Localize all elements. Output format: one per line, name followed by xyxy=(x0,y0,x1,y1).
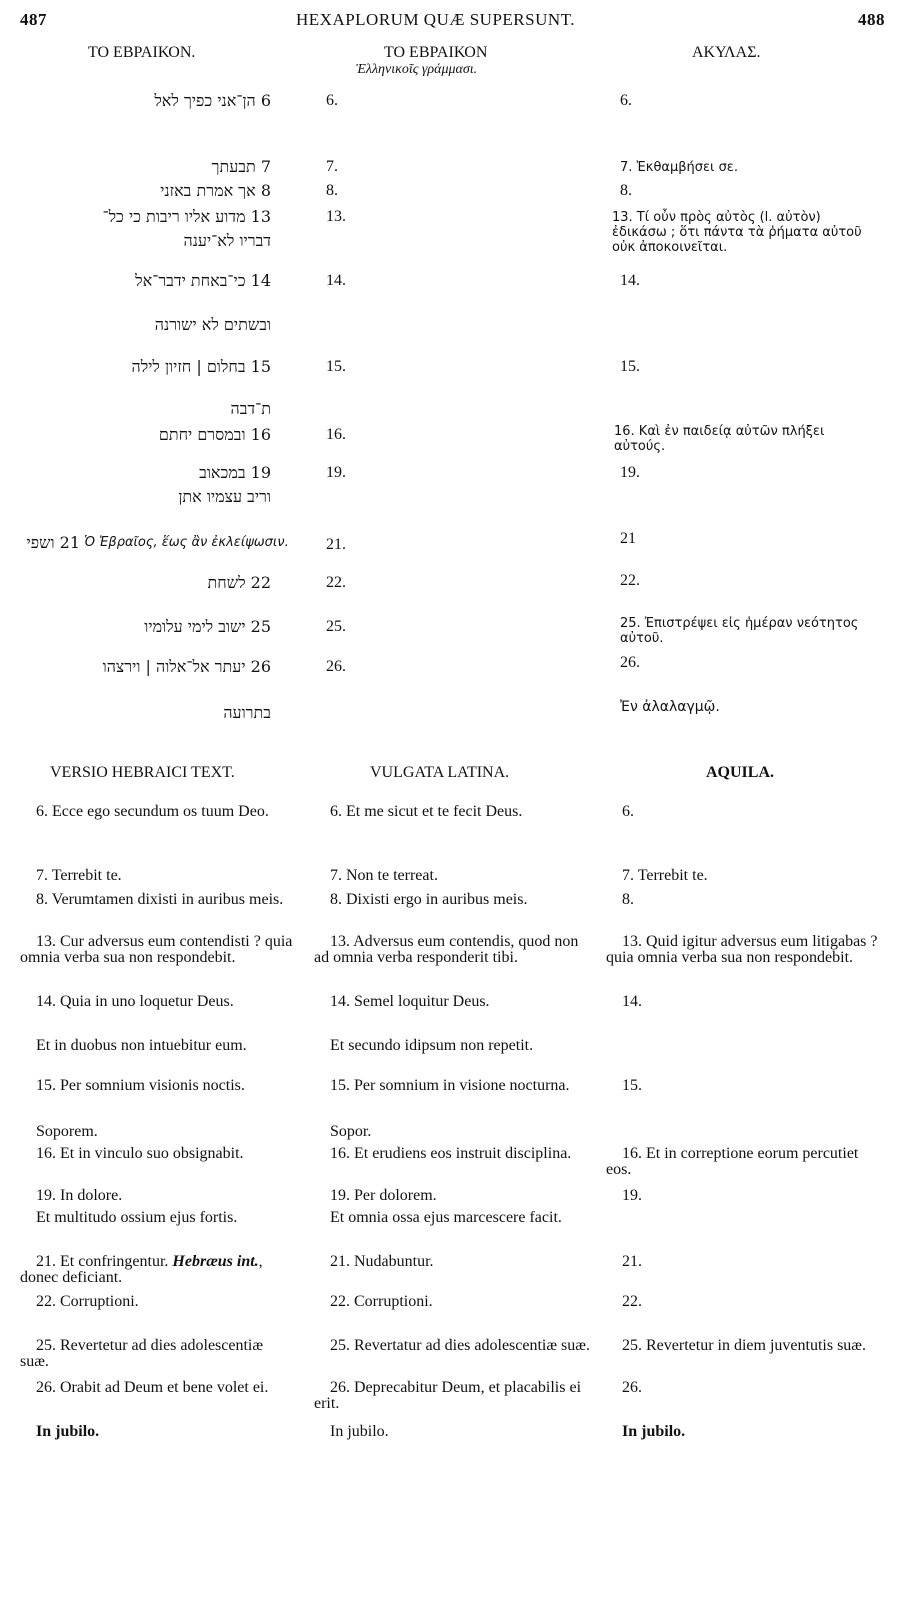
vulgata-verse: 6. Et me sicut et te fecit Deus. xyxy=(330,803,523,820)
page-number-left: 487 xyxy=(20,10,47,29)
translit-number: 6. xyxy=(326,92,338,109)
translit-number: 19. xyxy=(326,464,346,481)
aquila-verse: 25. Revertetur in diem juventutis suæ. xyxy=(622,1337,866,1354)
vulgata-verse: 19. Per dolorem. xyxy=(330,1187,437,1204)
page-number-right: 488 xyxy=(858,10,885,29)
running-title: HEXAPLORUM QUÆ SUPERSUNT. xyxy=(296,10,576,29)
hebrew-line: 25 ישוב לימי עלומיו xyxy=(144,617,271,636)
vulgata-verse: 21. Nudabuntur. xyxy=(330,1253,434,1270)
versio-verse: 13. Cur adversus eum contendisti ? quia omnia verba sua non respondebit. xyxy=(20,933,293,966)
col-header-versio: VERSIO HEBRAICI TEXT. xyxy=(50,764,235,781)
hebrew-line: 7 תבעתך xyxy=(211,157,271,176)
versio-verse-text: , donec deficiant. xyxy=(20,1253,263,1286)
versio-verse: 16. Et in vinculo suo obsignabit. xyxy=(36,1145,244,1162)
hebrew-line: ובשתים לא ישורנה xyxy=(154,315,271,334)
hebrew-line: 19 במכאוב xyxy=(199,463,271,482)
translit-number: 21. xyxy=(326,536,346,553)
aquila-verse: 6. xyxy=(622,803,634,820)
hebrew-line-cont: וריב עצמיו אתן xyxy=(178,487,271,506)
hebrew-line: 15 בחלום | חזיון לילה xyxy=(131,357,271,376)
versio-verse: 14. Quia in uno loquetur Deus. xyxy=(36,993,234,1010)
hebrew-line: 26 יעתר אל־אלוה | וירצהו xyxy=(102,657,271,676)
translit-number: 16. xyxy=(326,426,346,443)
vulgata-verse: 16. Et erudiens eos instruit disciplina. xyxy=(330,1145,572,1162)
aquila-greek-line: 21 xyxy=(620,530,636,547)
hebrew-line: 13 מדוע אליו ריבות כי כל־ xyxy=(102,207,271,226)
versio-verse: Et in duobus non intuebitur eum. xyxy=(36,1037,247,1054)
versio-verse: 7. Terrebit te. xyxy=(36,867,122,884)
aquila-verse: 8. xyxy=(622,891,634,908)
aquila-greek-line: 8. xyxy=(620,182,632,199)
translit-number: 26. xyxy=(326,658,346,675)
hebrew-line: 8 אך אמרת באזני xyxy=(160,181,271,200)
versio-verse: In jubilo. xyxy=(36,1423,100,1440)
vulgata-verse: 26. Deprecabitur Deum, et placabilis ei erit. xyxy=(314,1379,582,1412)
hebrew-line: 22 לשחת xyxy=(207,573,271,592)
aquila-greek-line: 7. Ἐκθαμβήσει σε. xyxy=(620,160,738,175)
aquila-greek-line: 19. xyxy=(620,464,640,481)
aquila-greek-line: 6. xyxy=(620,92,632,109)
vulgata-verse: 14. Semel loquitur Deus. xyxy=(330,993,490,1010)
aquila-verse: 22. xyxy=(622,1293,642,1310)
vulgata-verse: Et secundo idipsum non repetit. xyxy=(330,1037,534,1054)
versio-verse: 8. Verumtamen dixisti in auribus meis. xyxy=(36,891,284,908)
col-header-vulgata: VULGATA LATINA. xyxy=(370,764,510,781)
col-header-translit-sub: Ἑλληνικοῖς γράμμασι. xyxy=(356,62,478,77)
hebrew-line: 14 כי־באחת ידבר־אל xyxy=(135,271,271,290)
versio-verse-italic: Hebræus int. xyxy=(172,1253,259,1270)
aquila-greek-line: 22. xyxy=(620,572,640,589)
aquila-verse: 26. xyxy=(622,1379,642,1396)
aquila-verse: 16. Et in correptione eorum percutiet eos. xyxy=(606,1145,859,1178)
aquila-verse: 7. Terrebit te. xyxy=(622,867,708,884)
aquila-greek-line: 15. xyxy=(620,358,640,375)
aquila-greek-line: 13. Τί οὖν πρὸς αὐτὸς (l. αὐτὸν) ἐδικάσω ; ὅτι πάντα τὰ ῥήματα αὐτοῦ οὐκ ἀποκοινεῖται. xyxy=(612,210,862,255)
aquila-greek-line: Ἐν ἀλαλαγμῷ. xyxy=(620,699,720,715)
vulgata-verse: 13. Adversus eum contendis, quod non ad omnia verba responderit tibi. xyxy=(314,933,579,966)
versio-verse: 6. Ecce ego secundum os tuum Deo. xyxy=(36,803,269,820)
hebrew-line: 21 ושפי xyxy=(26,533,80,552)
col-header-aquila: AQUILA. xyxy=(706,764,775,781)
versio-verse: 15. Per somnium visionis noctis. xyxy=(36,1077,245,1094)
versio-verse: Et multitudo ossium ejus fortis. xyxy=(36,1209,238,1226)
vulgata-verse: 7. Non te terreat. xyxy=(330,867,438,884)
translit-number: 8. xyxy=(326,182,338,199)
hebrew-line-cont: דבריו לא־יענה xyxy=(183,231,271,250)
translit-number: 7. xyxy=(326,158,338,175)
translit-number: 14. xyxy=(326,272,346,289)
versio-verse-text: 21. Et confringentur. xyxy=(36,1253,173,1270)
versio-verse xyxy=(20,1254,294,1286)
vulgata-verse: 15. Per somnium in visione nocturna. xyxy=(330,1077,570,1094)
hebrew-line: ת־דבה xyxy=(230,399,271,418)
versio-verse: 22. Corruptioni. xyxy=(36,1293,139,1310)
aquila-greek-line: 16. Καὶ ἐν παιδείᾳ αὐτῶν πλήξει αὐτούς. xyxy=(614,424,825,454)
col-header-translit: ΤΟ ΕΒΡΑΙΚΟΝ xyxy=(384,44,488,61)
hebrew-line: בתרועה xyxy=(223,703,271,722)
aquila-greek-line: 26. xyxy=(620,654,640,671)
versio-verse: 26. Orabit ad Deum et bene volet ei. xyxy=(36,1379,269,1396)
vulgata-verse: 8. Dixisti ergo in auribus meis. xyxy=(330,891,528,908)
col-header-hebrew: ΤΟ ΕΒΡΑΙΚΟΝ. xyxy=(88,44,196,61)
aquila-verse: 21. xyxy=(622,1253,642,1270)
col-header-aquila-greek: ΑΚΥΛΑΣ. xyxy=(692,44,761,61)
aquila-verse: 15. xyxy=(622,1077,642,1094)
hebrew-note: Ὁ Ἑβραῖος, ἕως ἂν ἐκλείψωσιν. xyxy=(84,535,289,550)
versio-verse: 25. Revertetur ad dies adolescentiæ suæ. xyxy=(20,1337,264,1370)
aquila-greek-line: 14. xyxy=(620,272,640,289)
aquila-greek-line: 25. Ἐπιστρέψει εἰς ἡμέραν νεότητος αὐτοῦ. xyxy=(620,616,859,646)
aquila-verse: 19. xyxy=(622,1187,642,1204)
aquila-verse: 13. Quid igitur adversus eum litigabas ? quia omnia verba sua non respondebit. xyxy=(606,933,878,966)
vulgata-verse: Sopor. xyxy=(330,1123,372,1140)
hebrew-line: 6 הן־אני כפיך לאל xyxy=(154,91,271,110)
vulgata-verse: Et omnia ossa ejus marcescere facit. xyxy=(330,1209,562,1226)
aquila-verse: 14. xyxy=(622,993,642,1010)
translit-number: 22. xyxy=(326,574,346,591)
vulgata-verse: In jubilo. xyxy=(330,1423,389,1440)
aquila-verse: In jubilo. xyxy=(622,1423,686,1440)
translit-number: 25. xyxy=(326,618,346,635)
versio-verse: 19. In dolore. xyxy=(36,1187,123,1204)
vulgata-verse: 25. Revertatur ad dies adolescentiæ suæ. xyxy=(330,1337,590,1354)
translit-number: 13. xyxy=(326,208,346,225)
vulgata-verse: 22. Corruptioni. xyxy=(330,1293,433,1310)
translit-number: 15. xyxy=(326,358,346,375)
versio-verse: Soporem. xyxy=(36,1123,98,1140)
hebrew-line: 16 ובמסרם יחתם xyxy=(158,425,271,444)
